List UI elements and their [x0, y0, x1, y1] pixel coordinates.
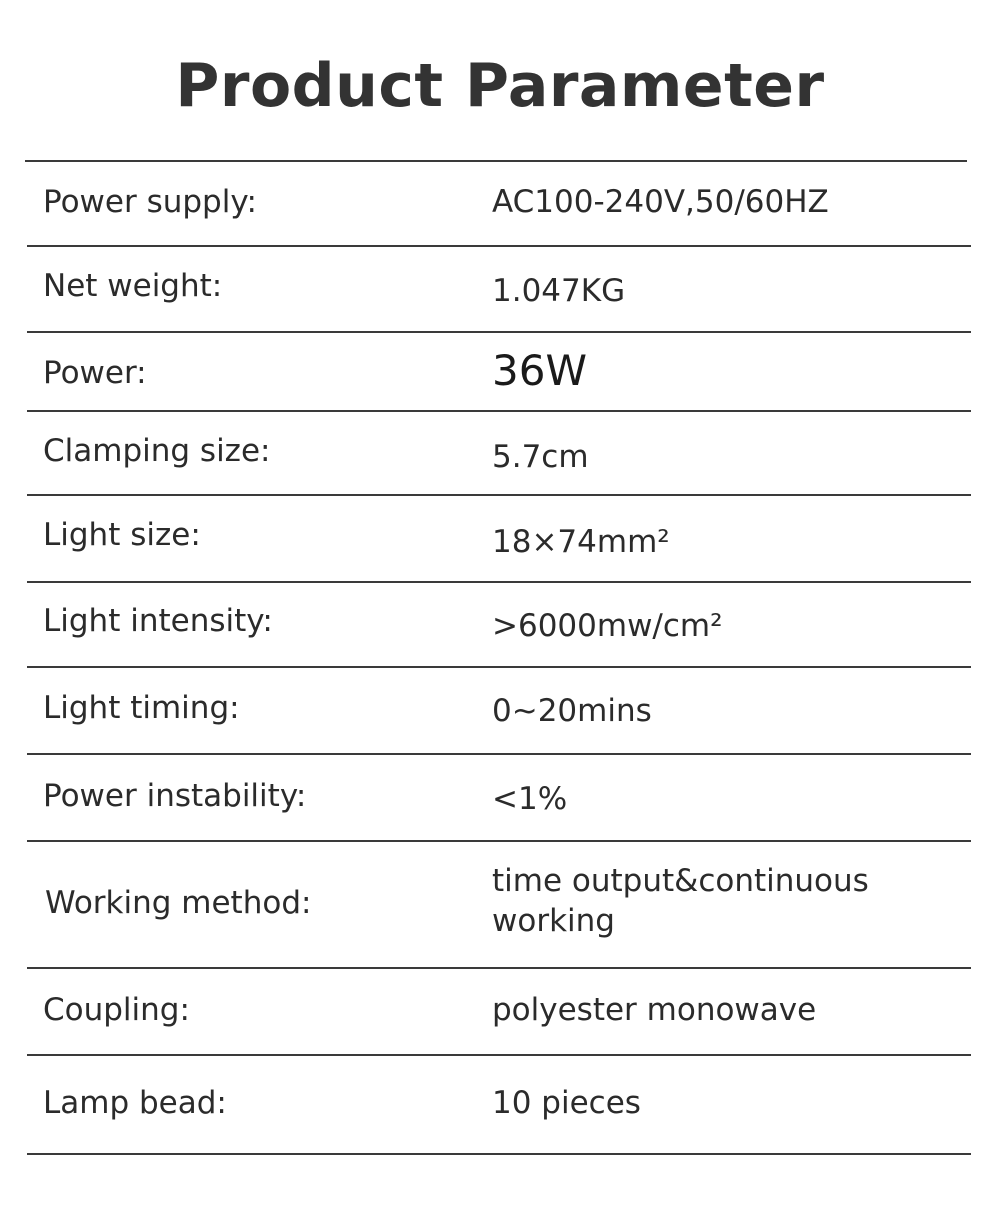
row-label: Working method:: [45, 884, 312, 921]
row-value: <1%: [492, 780, 568, 817]
row-label: Net weight:: [43, 267, 223, 304]
row-value: 18×74mm²: [492, 524, 670, 560]
table-row: [0, 162, 1000, 246]
row-value: 10 pieces: [492, 1084, 641, 1121]
table-row: [0, 333, 1000, 410]
row-value: 36W: [492, 345, 587, 395]
row-label: Power:: [43, 354, 147, 391]
divider: [27, 1153, 971, 1155]
row-label: Light size:: [43, 517, 201, 553]
row-value: polyester monowave: [492, 992, 817, 1028]
table-row: [0, 583, 1000, 667]
row-value: AC100-240V,50/60HZ: [492, 184, 829, 220]
row-label: Lamp bead:: [43, 1084, 227, 1121]
table-row: [0, 247, 1000, 332]
row-label: Clamping size:: [43, 433, 271, 469]
row-value: 0~20mins: [492, 692, 652, 729]
row-label: Coupling:: [43, 992, 190, 1028]
row-value: 5.7cm: [492, 439, 589, 475]
row-label: Light intensity:: [43, 603, 273, 639]
table-row: [0, 1056, 1000, 1153]
row-label: Power supply:: [43, 184, 257, 220]
row-value: time output&continuous working: [492, 862, 869, 939]
row-label: Power instability:: [43, 777, 307, 814]
table-row: [0, 755, 1000, 840]
row-value: 1.047KG: [492, 272, 626, 309]
row-value: >6000mw/cm²: [492, 608, 723, 644]
table-row: [0, 412, 1000, 494]
page-title: Product Parameter: [175, 51, 825, 121]
row-label: Light timing:: [43, 689, 240, 726]
table-row: [0, 496, 1000, 582]
table-row: [0, 668, 1000, 753]
table-row: [0, 969, 1000, 1055]
table-row: [0, 842, 1000, 967]
